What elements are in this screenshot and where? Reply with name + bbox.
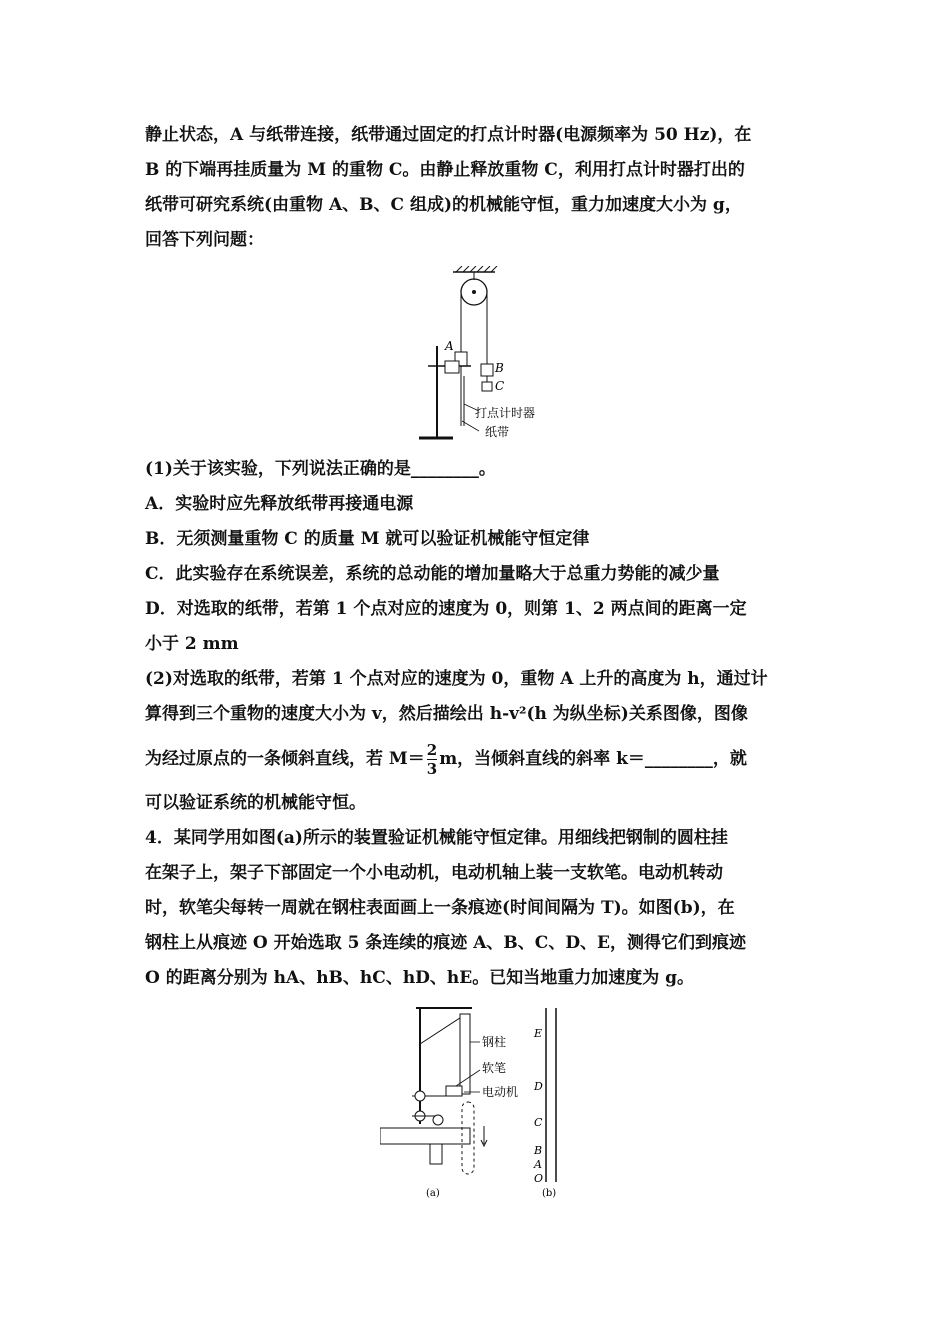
fraction-denominator: 3 xyxy=(426,760,438,778)
q1-option-d: D．对选取的纸带，若第 1 个点对应的速度为 0，则第 1、2 两点间的距离一定 xyxy=(145,599,747,619)
q4-line-4: 钢柱上从痕迹 O 开始选取 5 条连续的痕迹 A、B、C、D、E，测得它们到痕迹 xyxy=(145,933,747,953)
q4-line-5: O 的距离分别为 hA、hB、hC、hD、hE。已知当地重力加速度为 g。 xyxy=(145,968,695,988)
mark-c: C xyxy=(534,1116,543,1129)
label-b: B xyxy=(495,361,504,375)
mark-o: O xyxy=(534,1172,544,1185)
intro-line-1: 静止状态，A 与纸带连接，纸带通过固定的打点计时器(电源频率为 50 Hz)，在 xyxy=(145,125,752,145)
atwood-apparatus-figure xyxy=(413,266,553,446)
q1-option-b: B．无须测量重物 C 的质量 M 就可以验证机械能守恒定律 xyxy=(145,529,590,549)
q1-option-c: C．此实验存在系统误差，系统的总动能的增加量略大于总重力势能的减少量 xyxy=(145,564,720,584)
steel-cylinder-figure xyxy=(380,1004,580,1204)
document-page xyxy=(145,118,810,1204)
mark-a: A xyxy=(534,1158,542,1171)
fraction-numerator: 2 xyxy=(426,741,438,759)
steel-label: 钢柱 xyxy=(482,1035,507,1049)
mark-e: E xyxy=(534,1027,543,1040)
q4-line-1: 4．某同学用如图(a)所示的装置验证机械能守恒定律。用细线把钢制的圆柱挂 xyxy=(145,828,728,848)
label-a: A xyxy=(445,339,454,353)
mark-d: D xyxy=(534,1080,543,1093)
label-c: C xyxy=(495,379,505,393)
q2-line-3-pre: 为经过原点的一条倾斜直线，若 M＝ xyxy=(145,749,425,769)
intro-line-2: B 的下端再挂质量为 M 的重物 C。由静止释放重物 C，利用打点计时器打出的 xyxy=(145,160,745,180)
caption-a: (a) xyxy=(426,1188,440,1199)
q2-line-3 xyxy=(145,732,810,786)
q2-line-3-post: m，当倾斜直线的斜率 k＝________，就 xyxy=(439,749,747,769)
q1-option-a: A．实验时应先释放纸带再接通电源 xyxy=(145,494,414,514)
pen-label: 软笔 xyxy=(482,1061,507,1075)
q4-line-2: 在架子上，架子下部固定一个小电动机，电动机轴上装一支软笔。电动机转动 xyxy=(145,863,723,883)
q2-line-4: 可以验证系统的机械能守恒。 xyxy=(145,793,366,813)
intro-line-3: 纸带可研究系统(由重物 A、B、C 组成)的机械能守恒，重力加速度大小为 g， xyxy=(145,195,742,215)
q1-option-d-cont: 小于 2 mm xyxy=(145,634,239,654)
tape-label: 纸带 xyxy=(485,425,510,439)
q4-line-3: 时，软笔尖每转一周就在钢柱表面画上一条痕迹(时间间隔为 T)。如图(b)，在 xyxy=(145,898,735,918)
fraction-two-thirds xyxy=(427,741,437,778)
q2-line-1: (2)对选取的纸带，若第 1 个点对应的速度为 0，重物 A 上升的高度为 h，通过计 xyxy=(145,669,768,689)
intro-line-4: 回答下列问题： xyxy=(145,230,264,250)
mark-b: B xyxy=(534,1144,543,1157)
caption-b: (b) xyxy=(542,1188,557,1199)
q1-stem: (1)关于该实验，下列说法正确的是________。 xyxy=(145,459,496,479)
timer-label: 打点计时器 xyxy=(475,406,536,420)
q2-line-2: 算得到三个重物的速度大小为 v，然后描绘出 h-v²(h 为纵坐标)关系图像，图像 xyxy=(145,704,748,724)
motor-label: 电动机 xyxy=(482,1085,519,1099)
